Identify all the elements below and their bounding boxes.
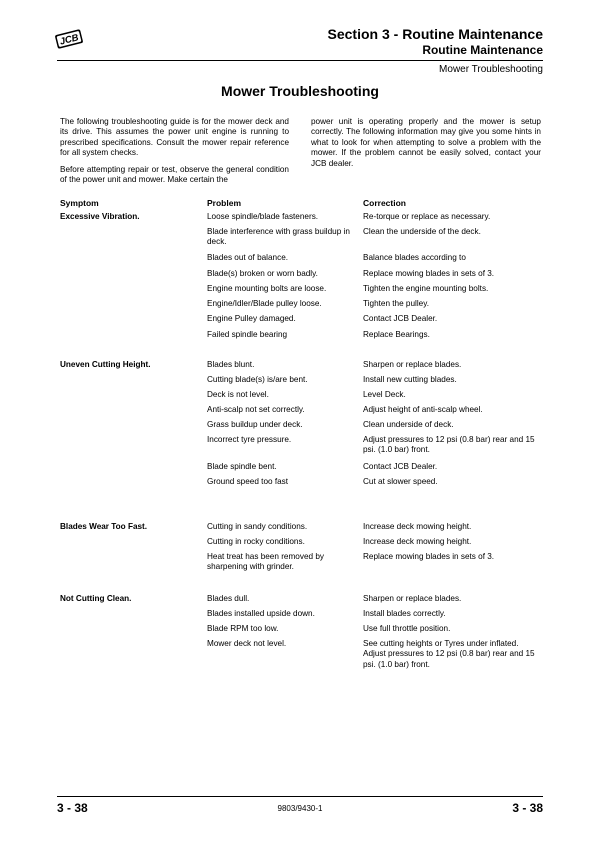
correction-cell: Clean the underside of the deck.	[363, 227, 481, 236]
page-title: Mower Troubleshooting	[221, 83, 379, 99]
page-number-right: 3 - 38	[512, 801, 543, 815]
column-header-correction: Correction	[363, 198, 406, 208]
problem-cell: Cutting in rocky conditions.	[207, 537, 305, 546]
problem-cell: Engine Pulley damaged.	[207, 314, 296, 323]
problem-cell: Blades out of balance.	[207, 253, 289, 262]
symptom-cell: Uneven Cutting Height.	[60, 360, 151, 369]
problem-cell: Blade(s) broken or worn badly.	[207, 269, 318, 278]
section-title: Section 3 - Routine Maintenance	[327, 26, 543, 42]
correction-cell: Install blades correctly.	[363, 609, 446, 618]
problem-cell: Cutting in sandy conditions.	[207, 522, 308, 531]
svg-text:JCB: JCB	[58, 32, 80, 48]
correction-cell: Tighten the engine mounting bolts.	[363, 284, 489, 293]
symptom-cell: Excessive Vibration.	[60, 212, 140, 221]
problem-cell: Loose spindle/blade fasteners.	[207, 212, 319, 221]
document-number: 9803/9430-1	[277, 804, 323, 813]
symptom-cell: Blades Wear Too Fast.	[60, 522, 148, 531]
problem-cell: Failed spindle bearing	[207, 330, 288, 339]
intro-paragraph: Before attempting repair or test, observe the general condition of the power unit and mower. Make certain the	[60, 164, 289, 185]
column-header-problem: Problem	[207, 198, 242, 208]
problem-cell: Incorrect tyre pressure.	[207, 435, 292, 444]
problem-cell: Blade interference with grass buildup in deck.	[207, 227, 350, 247]
problem-cell: Engine mounting bolts are loose.	[207, 284, 327, 293]
correction-cell: Re-torque or replace as necessary.	[363, 212, 491, 221]
correction-cell: Level Deck.	[363, 390, 406, 399]
problem-cell: Blade spindle bent.	[207, 462, 277, 471]
correction-cell: Replace Bearings.	[363, 330, 430, 339]
section-subtitle: Routine Maintenance	[422, 43, 543, 57]
problem-cell: Mower deck not level.	[207, 639, 287, 648]
problem-cell: Deck is not level.	[207, 390, 269, 399]
problem-cell: Cutting blade(s) is/are bent.	[207, 375, 308, 384]
correction-cell: Balance blades according to	[363, 253, 466, 262]
correction-cell: Adjust height of anti-scalp wheel.	[363, 405, 483, 414]
header-divider	[57, 60, 543, 61]
correction-cell: Use full throttle position.	[363, 624, 451, 633]
problem-cell: Ground speed too fast	[207, 477, 289, 486]
correction-cell: Increase deck mowing height.	[363, 537, 472, 546]
correction-cell: Increase deck mowing height.	[363, 522, 472, 531]
intro-paragraph: power unit is operating properly and the mower is setup correctly. The following information may give you some hints in what to look for when attempting to solve a problem with the mower. If the problem cannot be easily solved, contact your JCB dealer.	[311, 117, 541, 168]
jcb-logo	[54, 29, 84, 49]
problem-cell: Blades dull.	[207, 594, 250, 603]
correction-cell: Cut at slower speed.	[363, 477, 438, 486]
subsection-label: Mower Troubleshooting	[439, 64, 543, 75]
problem-cell: Heat treat has been removed by sharpening with grinder.	[207, 552, 324, 572]
correction-cell: Tighten the pulley.	[363, 299, 429, 308]
problem-cell: Engine/Idler/Blade pulley loose.	[207, 299, 322, 308]
page-number-left: 3 - 38	[57, 801, 88, 815]
correction-cell: Install new cutting blades.	[363, 375, 457, 384]
intro-paragraph: The following troubleshooting guide is for the mower deck and its drive. This assumes the power unit engine is running to prescribed specifications. Consult the mower repair reference for all system checks.	[60, 117, 289, 158]
correction-cell: Contact JCB Dealer.	[363, 314, 438, 323]
intro-right-column	[311, 117, 541, 175]
correction-cell: Contact JCB Dealer.	[363, 462, 438, 471]
intro-left-column	[60, 117, 289, 191]
correction-cell: Adjust pressures to 12 psi (0.8 bar) rear and 15 psi. (1.0 bar) front.	[363, 435, 535, 455]
footer-divider	[57, 796, 543, 797]
correction-cell: Replace mowing blades in sets of 3.	[363, 552, 495, 561]
problem-cell: Blade RPM too low.	[207, 624, 279, 633]
symptom-cell: Not Cutting Clean.	[60, 594, 132, 603]
correction-cell: See cutting heights or Tyres under inflated. Adjust pressures to 12 psi (0.8 bar) rear and 15 psi. (1.0 bar) front.	[363, 639, 535, 669]
correction-cell: Replace mowing blades in sets of 3.	[363, 269, 495, 278]
column-header-symptom: Symptom	[60, 198, 99, 208]
correction-cell: Sharpen or replace blades.	[363, 594, 462, 603]
problem-cell: Blades installed upside down.	[207, 609, 315, 618]
correction-cell: Sharpen or replace blades.	[363, 360, 462, 369]
correction-cell: Clean underside of deck.	[363, 420, 454, 429]
problem-cell: Blades blunt.	[207, 360, 255, 369]
problem-cell: Anti-scalp not set correctly.	[207, 405, 305, 414]
problem-cell: Grass buildup under deck.	[207, 420, 303, 429]
